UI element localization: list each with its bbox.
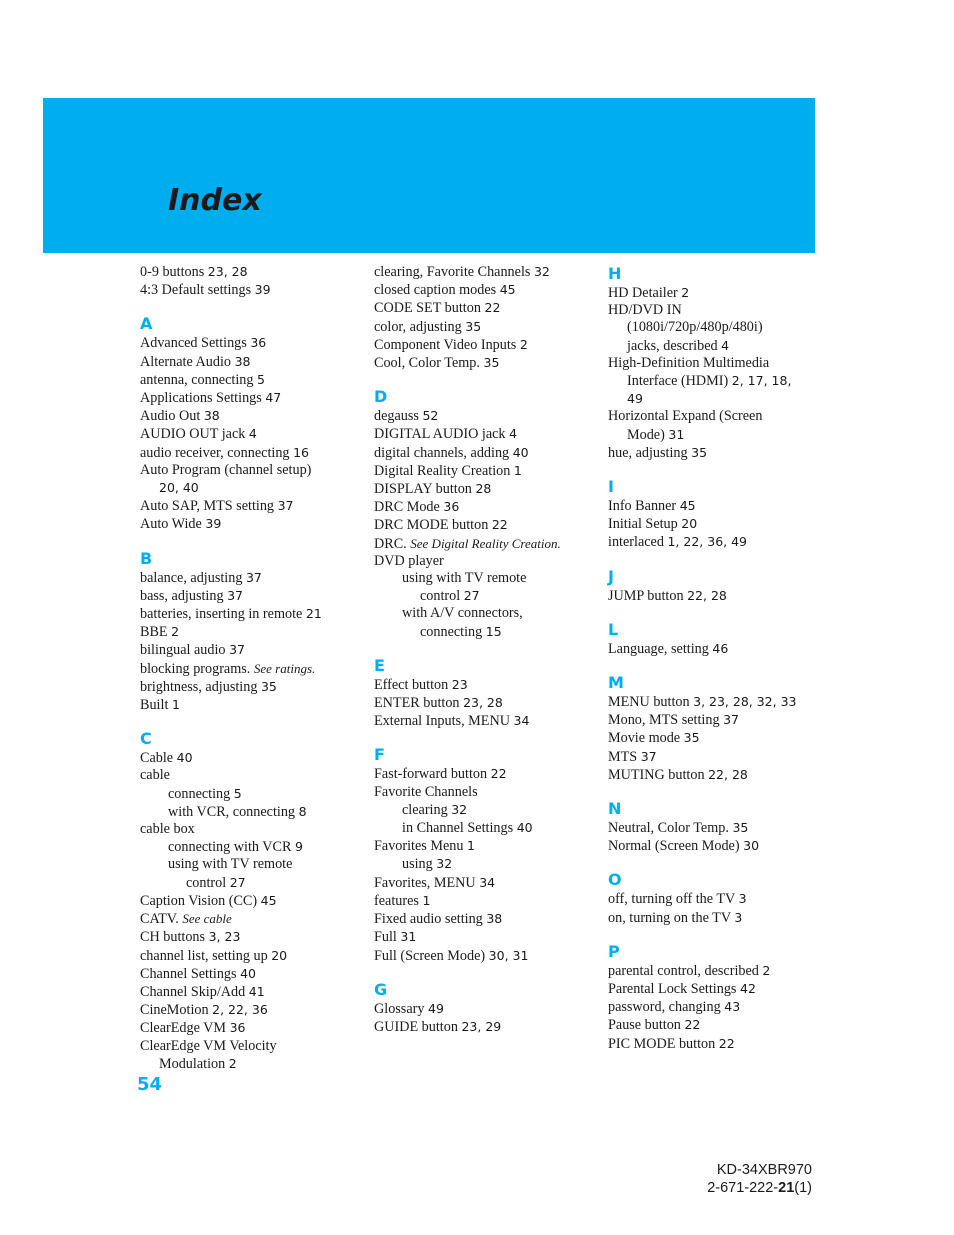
document-code: 2-671-222-21(1)	[707, 1180, 812, 1196]
index-entry: Pause button 22	[608, 1017, 701, 1034]
index-entry: Mono, MTS setting 37	[608, 712, 739, 729]
section-letter-c: C	[140, 729, 152, 749]
index-subentry: in Channel Settings 40	[402, 820, 533, 837]
index-entry-continued: Interface (HDMI) 2, 17, 18,	[627, 373, 792, 390]
index-entry: antenna, connecting 5	[140, 371, 265, 388]
index-subentry: connecting 5	[168, 785, 242, 802]
section-letter-e: E	[374, 655, 385, 675]
index-entry: DRC Mode 36	[374, 499, 460, 516]
section-letter-l: L	[608, 619, 619, 639]
index-entry-continued: 20, 40	[159, 480, 199, 496]
index-entry: 0-9 buttons 23, 28	[140, 264, 248, 280]
index-column-3	[608, 263, 823, 1053]
index-entry: digital channels, adding 40	[374, 444, 529, 461]
index-entry: Full (Screen Mode) 30, 31	[374, 947, 529, 964]
model-number: KD-34XBR970	[716, 1162, 812, 1178]
index-entry-continued: Mode) 31	[627, 426, 685, 443]
index-entry: Built 1	[140, 697, 180, 714]
index-column-2	[374, 263, 589, 1036]
index-entry: bass, adjusting 37	[140, 587, 243, 604]
index-entry: Auto SAP, MTS setting 37	[140, 498, 294, 515]
index-entry: balance, adjusting 37	[140, 569, 262, 586]
section-letter-d: D	[374, 387, 388, 407]
index-entry: password, changing 43	[608, 999, 741, 1016]
index-entry: MTS 37	[608, 748, 657, 765]
index-entry: AUDIO OUT jack 4	[140, 426, 257, 443]
index-entry: Favorites Menu 1	[374, 838, 475, 855]
index-entry: PIC MODE button 22	[608, 1035, 735, 1052]
section-letter-g: G	[374, 979, 388, 999]
index-entry: Fast-forward button 22	[374, 766, 507, 783]
section-letter-b: B	[140, 548, 153, 568]
index-entry: Info Banner 45	[608, 498, 696, 515]
index-entry: features 1	[374, 892, 431, 909]
index-entry: MUTING button 22, 28	[608, 766, 748, 783]
index-subentry-continued: control 27	[186, 874, 246, 891]
index-entry: cable box	[140, 821, 195, 838]
index-entry: Channel Settings 40	[140, 965, 257, 982]
section-letter-i: I	[608, 477, 614, 497]
index-entry: Horizontal Expand (Screen	[608, 408, 763, 425]
index-entry: parental control, described 2	[608, 962, 771, 979]
index-entry-continued: (1080i/720p/480p/480i)	[627, 319, 763, 336]
index-entry: DVD player	[374, 552, 444, 569]
index-subentry: connecting with VCR 9	[168, 839, 303, 856]
section-letter-m: M	[608, 673, 624, 693]
index-entry: Auto Wide 39	[140, 516, 222, 533]
index-entry: on, turning on the TV 3	[608, 909, 743, 926]
index-entry: ClearEdge VM 36	[140, 1020, 246, 1037]
index-entry: Glossary 49	[374, 1000, 444, 1017]
title-banner	[43, 98, 815, 253]
index-entry: cable	[140, 767, 170, 784]
section-letter-h: H	[608, 264, 622, 283]
index-entry: ENTER button 23, 28	[374, 695, 503, 712]
index-subentry: with A/V connectors,	[402, 605, 523, 622]
index-entry: External Inputs, MENU 34	[374, 713, 530, 730]
index-entry: DISPLAY button 28	[374, 481, 492, 498]
index-entry: ClearEdge VM Velocity	[140, 1037, 277, 1054]
index-entry: Movie mode 35	[608, 730, 700, 747]
index-entry: HD/DVD IN	[608, 302, 682, 319]
index-entry: hue, adjusting 35	[608, 444, 708, 461]
index-entry: Effect button 23	[374, 676, 468, 693]
index-subentry-continued: connecting 15	[420, 623, 502, 640]
index-entry: DIGITAL AUDIO jack 4	[374, 426, 518, 443]
index-entry: DRC MODE button 22	[374, 517, 508, 534]
section-letter-n: N	[608, 799, 622, 819]
index-entry: GUIDE button 23, 29	[374, 1018, 502, 1035]
index-entry: Auto Program (channel setup)	[140, 461, 312, 478]
index-entry: degauss 52	[374, 408, 439, 425]
index-entry: Initial Setup 20	[608, 516, 698, 533]
index-entry: audio receiver, connecting 16	[140, 444, 309, 461]
index-entry: Fixed audio setting 38	[374, 911, 503, 928]
index-entry: Normal (Screen Mode) 30	[608, 838, 760, 855]
section-letter-j: J	[608, 566, 614, 586]
index-entry: brightness, adjusting 35	[140, 678, 277, 695]
section-letter-a: A	[140, 314, 153, 334]
index-entry: MENU button 3, 23, 28, 32, 33	[608, 694, 797, 711]
index-entry: Parental Lock Settings 42	[608, 981, 756, 998]
index-column-1	[140, 263, 355, 1073]
index-entry: closed caption modes 45	[374, 282, 516, 299]
index-entry: Component Video Inputs 2	[374, 336, 528, 353]
index-entry: color, adjusting 35	[374, 318, 482, 335]
index-subentry: using 32	[402, 856, 453, 873]
index-subentry: with VCR, connecting 8	[168, 803, 307, 820]
index-entry: BBE 2	[140, 624, 180, 641]
index-entry-continued: 49	[627, 391, 643, 407]
index-entry: 4:3 Default settings 39	[140, 282, 271, 299]
index-entry: CATV. See cable	[140, 911, 232, 928]
index-entry: batteries, inserting in remote 21	[140, 606, 322, 623]
page-title: Index	[168, 183, 262, 218]
index-entry-continued: jacks, described 4	[627, 337, 730, 354]
index-entry: clearing, Favorite Channels 32	[374, 264, 550, 280]
index-entry: off, turning off the TV 3	[608, 891, 747, 908]
index-entry-continued: Modulation 2	[159, 1055, 237, 1072]
index-entry: blocking programs. See ratings.	[140, 660, 316, 677]
index-entry: Alternate Audio 38	[140, 353, 251, 370]
index-entry: CODE SET button 22	[374, 300, 501, 317]
footer-model-code	[707, 1161, 812, 1197]
section-letter-p: P	[608, 941, 620, 961]
page-number: 54	[137, 1074, 163, 1095]
index-entry: Advanced Settings 36	[140, 335, 267, 352]
index-subentry: clearing 32	[402, 801, 468, 818]
index-entry: channel list, setting up 20	[140, 947, 288, 964]
index-entry: Full 31	[374, 929, 417, 946]
section-letter-o: O	[608, 870, 622, 890]
index-entry: Favorites, MENU 34	[374, 874, 496, 891]
index-entry: JUMP button 22, 28	[608, 587, 727, 604]
index-entry: High-Definition Multimedia	[608, 354, 770, 371]
section-letter-f: F	[374, 745, 385, 765]
index-entry: CineMotion 2, 22, 36	[140, 1002, 268, 1019]
index-entry: Digital Reality Creation 1	[374, 462, 522, 479]
index-entry: Language, setting 46	[608, 640, 729, 657]
index-entry: Neutral, Color Temp. 35	[608, 820, 749, 837]
index-entry: HD Detailer 2	[608, 285, 690, 301]
index-entry: CH buttons 3, 23	[140, 929, 241, 946]
index-subentry: using with TV remote	[168, 856, 293, 873]
index-entry: Audio Out 38	[140, 408, 220, 425]
index-subentry: using with TV remote	[402, 570, 527, 587]
index-entry: Cool, Color Temp. 35	[374, 355, 500, 372]
index-entry: interlaced 1, 22, 36, 49	[608, 534, 747, 551]
index-entry: bilingual audio 37	[140, 642, 245, 659]
index-entry: Applications Settings 47	[140, 390, 282, 407]
index-subentry-continued: control 27	[420, 588, 480, 605]
index-entry: Favorite Channels	[374, 783, 478, 800]
index-entry: DRC. See Digital Reality Creation.	[374, 535, 561, 552]
index-entry: Channel Skip/Add 41	[140, 983, 265, 1000]
index-entry: Cable 40	[140, 750, 193, 767]
index-entry: Caption Vision (CC) 45	[140, 892, 277, 909]
